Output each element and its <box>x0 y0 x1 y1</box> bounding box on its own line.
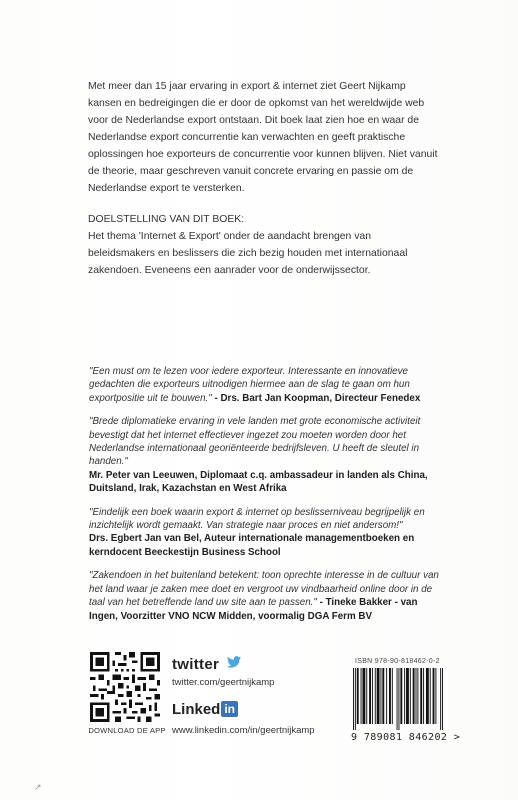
quote-1 <box>89 365 445 405</box>
quote-text: "Een must om te lezen voor iedere exporteur. Interessante en innovatieve gedachten die exporteurs uitnodigen hiermee aan de slag te gaan om hun exportpositie uit te bouwen." <box>89 366 410 404</box>
description-block <box>88 78 440 279</box>
quote-author: - Tineke Bakker - van Ingen, Voorzitter VNO NCW Midden, voormalig DGA Ferm BV <box>89 597 418 622</box>
barcode-suffix: > <box>453 732 461 743</box>
goal-heading: DOELSTELLING VAN DIT BOEK: <box>88 214 245 225</box>
quote-text: "Zakendoen in het buitenland betekent: toon oprechte interesse in de cultuur van het land waar je zaken mee doet en vergroot uw vindbaarheid online door in de taal van het betreffende land uw site aan te passen." <box>89 570 439 609</box>
qr-code[interactable] <box>90 652 160 722</box>
quote-author: Drs. Egbert Jan van Bel, Auteur internationale managementboeken en kerndocent Beeckestijn Business School <box>89 533 415 558</box>
twitter-bird-icon <box>227 656 241 668</box>
quote-3 <box>89 506 445 560</box>
isbn-barcode <box>353 668 443 730</box>
quote-author: - Drs. Bart Jan Koopman, Directeur Fenedex <box>214 392 421 404</box>
quote-author: Mr. Peter van Leeuwen, Diplomaat c.q. ambassadeur in landen als China, Duitsland, Irak, Kazachstan en West Afrika <box>89 469 428 495</box>
corner-mark: ↗ <box>34 782 42 792</box>
quotes-section <box>89 365 445 633</box>
twitter-logo: twitter <box>172 656 220 673</box>
barcode-digits <box>351 732 460 743</box>
barcode-number: 9 789081 846202 <box>351 732 448 743</box>
linkedin-in-badge: in <box>221 701 238 717</box>
linkedin-brand-text: Linked <box>172 701 221 718</box>
quote-text: "Eindelijk een boek waarin export & internet op beslisserniveau begrijpelijk en inzichtelijk wordt gemaakt. Van strategie naar proces en niet andersom!" <box>89 506 425 532</box>
download-app-label: DOWNLOAD DE APP <box>88 726 166 735</box>
quote-text: "Brede diplomatieke ervaring in vele landen met grote economische activiteit bevestigt dat het internet effectiever ingezet zou moeten worden door het Nederlandse internationaal georiënteerde bedrijfsleven. U heeft de sleutel in handen." <box>89 416 421 468</box>
quote-2 <box>89 415 445 495</box>
intro-paragraph: Met meer dan 15 jaar ervaring in export & internet ziet Geert Nijkamp kansen en bedreigingen die er door de opkomst van het wereldwijde web voor de Nederlandse export ontstaan. Dit boek laat zien hoe en waar de Nederlandse export concurrentie kan verwachten en geeft praktische oplossingen hoe exporteurs de concurrentie voor kunnen blijven. Niet vanuit de theorie, maar geschreven vanuit concrete ervaring en passie om de Nederlandse export te versterken. <box>88 81 438 194</box>
goal-text: Het thema 'Internet & Export' onder de aandacht brengen van beleidsmakers en beslissers die zich bezig houden met internationaal zakendoen. Eveneens een aanrader voor de onderwijssector. <box>88 231 408 276</box>
quote-4 <box>89 569 445 623</box>
linkedin-url-link[interactable]: www.linkedin.com/in/geertnijkamp <box>172 725 315 736</box>
linkedin-logo <box>172 701 238 718</box>
twitter-url-link[interactable]: twitter.com/geertnijkamp <box>172 677 275 688</box>
isbn-number: ISBN 978-90-818462-0-2 <box>355 658 440 665</box>
